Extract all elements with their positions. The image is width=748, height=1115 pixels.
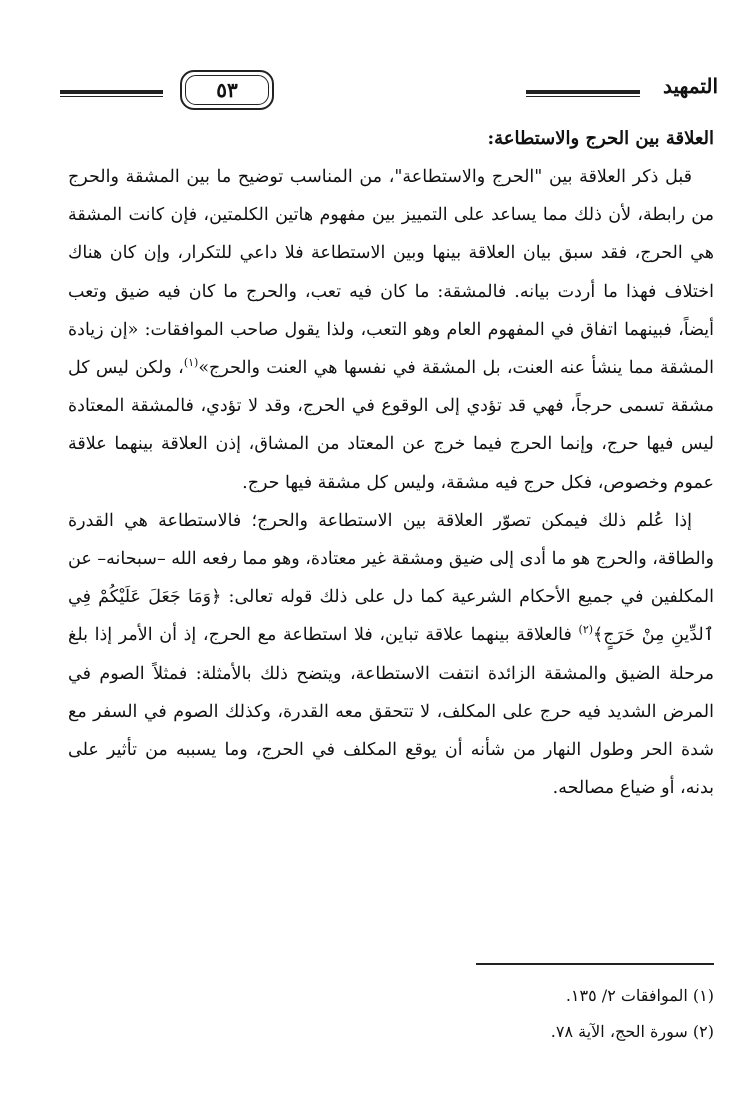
main-text [68,124,714,807]
paragraph-2-text: إذا عُلم ذلك فيمكن تصوّر العلاقة بين الاستطاعة والحرج؛ فالاستطاعة هي القدرة والطاقة، والحرج هو ما أدى إلى ضيق ومشقة غير معتادة، وهو مما رفعه الله –سبحانه– عن المكلفين في جميع الأحكام الشرعية كما دل على ذلك قوله تعالى: ﴿وَمَا جَعَلَ عَلَيْكُمْ فِي ٱلدِّينِ مِنْ حَرَجٍ﴾ [68,510,714,646]
footnote-ref-2: (٢) [578,623,594,637]
footnote-1: (١) الموافقات ٢/ ١٣٥. [565,986,714,1005]
section-heading: العلاقة بين الحرج والاستطاعة: [487,128,714,149]
footnotes [300,978,714,1050]
footnote-ref-1: (١) [183,356,199,370]
paragraph-2-continued: فالعلاقة بينهما علاقة تباين، فلا استطاعة مع الحرج، إذ أن الأمر إذا بلغ مرحلة الضيق والمشقة الزائدة انتفت الاستطاعة، ويتضح ذلك بالأمثلة: فمثلاً الصوم في المرض الشديد فيه حرج على المكلف، لا تتحقق معه القدرة، وكذلك الصوم في السفر مع شدة الحر وطول النهار من شأنه أن يوقع المكلف في الحرج، وما يسببه من تأثير على بدنه، أو ضياع مصالحه. [68,625,714,799]
header-rule-left [60,90,163,94]
page-number-frame [180,70,274,110]
header-rule-right [526,90,640,94]
chapter-title: التمهيد [663,74,718,98]
page-header [60,70,718,110]
paragraph-1-text: قبل ذكر العلاقة بين "الحرج والاستطاعة"، من المناسب توضيح ما بين المشقة والحرج من رابطة، لأن ذلك مما يساعد على التمييز بين مفهوم هاتين الكلمتين، فإن كانت المشقة هي الحرج، فقد سبق بيان العلاقة بينها وبين الاستطاعة فلا داعي للتكرار، وإن كان هناك اختلاف فهذا ما أردت بيانه. فالمشقة: ما كان فيه تعب، والحرج ما كان فيه ضيق وتعب أيضاً، فبينهما اتفاق في المفهوم العام وهو التعب، ولذا يقول صاحب الموافقات: «إن زيادة المشقة مما ينشأ عنه العنت، بل المشقة في نفسها هي العنت والحرج» [68,167,714,379]
paragraph-1-continued: ، ولكن ليس كل مشقة تسمى حرجاً، فهي قد تؤدي إلى الوقوع في الحرج، وقد لا تؤدي، فالمشقة المعتادة ليس فيها حرج، وإنما الحرج فيما خرج عن المعتاد من المشاق، إذن العلاقة بينهما علاقة عموم وخصوص، فكل حرج فيه مشقة، وليس كل مشقة فيها حرج. [68,358,714,493]
footnote-2: (٢) سورة الحج، الآية ٧٨. [550,1022,714,1041]
footnote-separator [476,963,714,965]
paragraph-1 [68,158,714,502]
paragraph-2 [68,502,714,808]
page-number: ٥٣ [216,78,238,102]
